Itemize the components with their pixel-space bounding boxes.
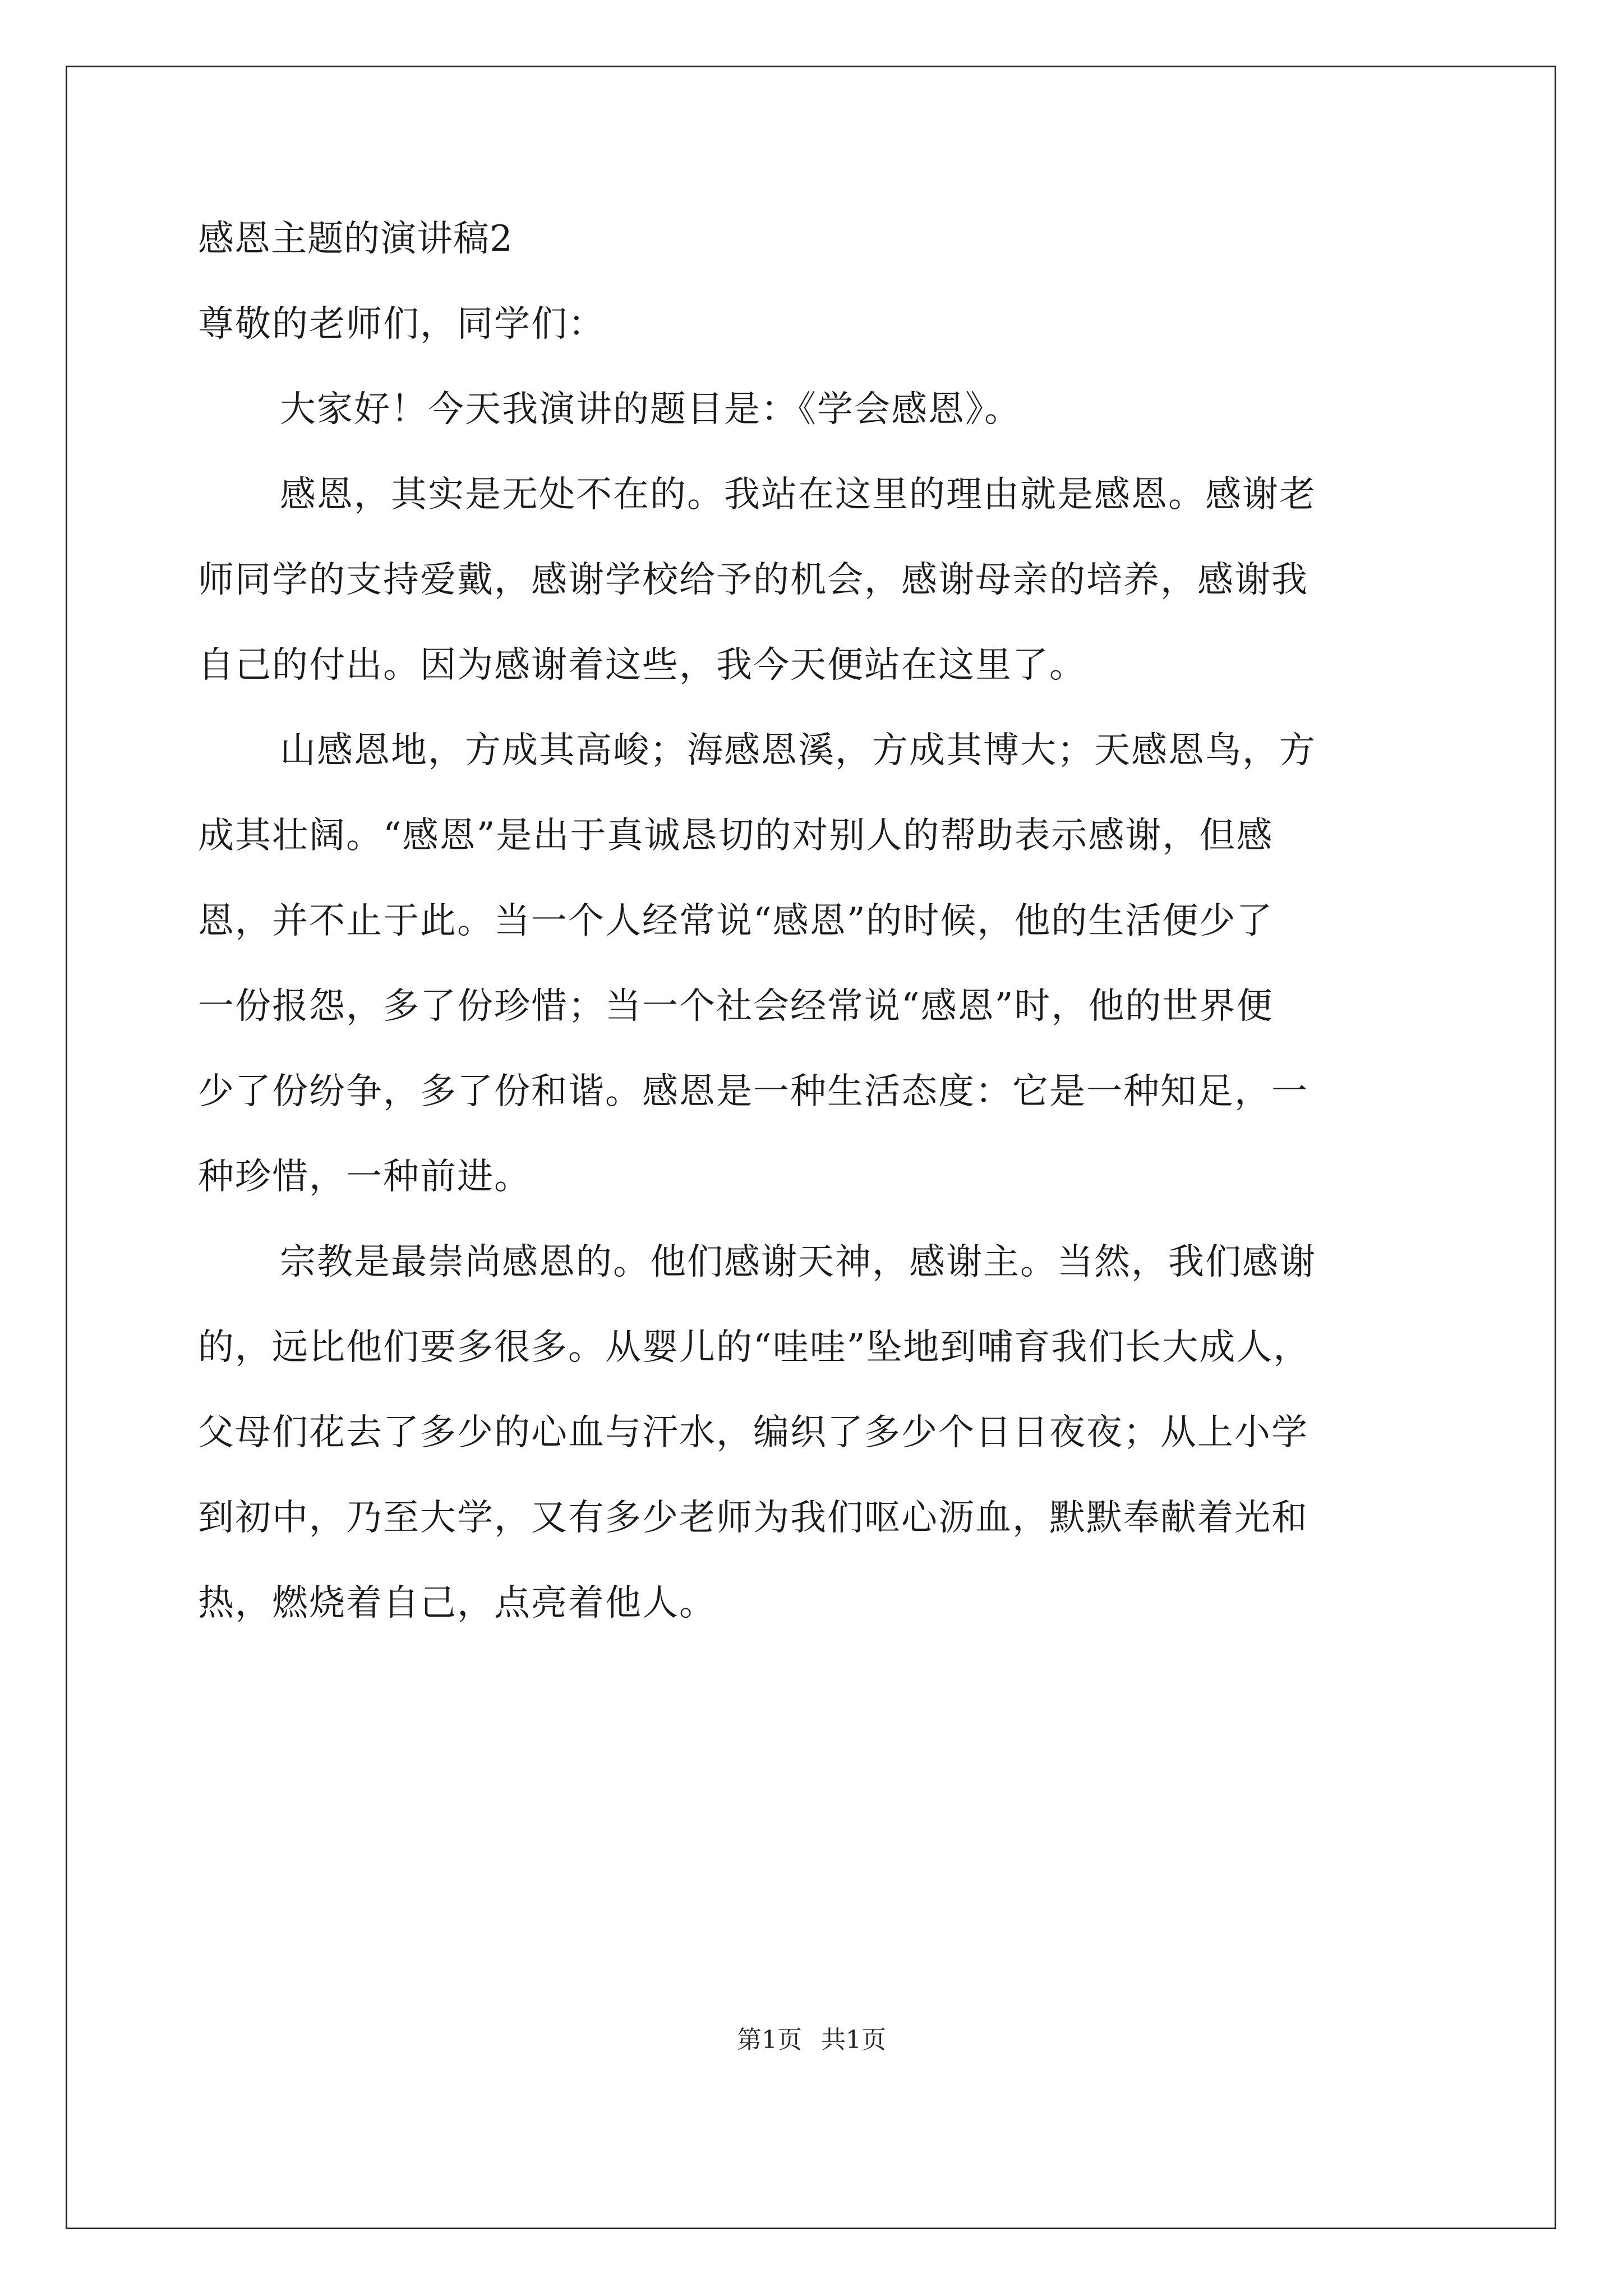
paragraph-line: 的，远比他们要多很多。从婴儿的“哇哇”坠地到哺育我们长大成人，	[198, 1327, 1311, 1368]
page-total: 共1页	[821, 2026, 886, 2054]
paragraph-line: 感恩，其实是无处不在的。我站在这里的理由就是感恩。感谢老	[280, 474, 1316, 516]
page-number: 第1页	[737, 2026, 802, 2054]
paragraph-line: 宗教是最崇尚感恩的。他们感谢天神，感谢主。当然，我们感谢	[280, 1241, 1316, 1283]
paragraph-3	[198, 708, 1432, 1220]
document-body	[198, 196, 1432, 1646]
document-title: 感恩主题的演讲稿2	[198, 218, 513, 260]
page-footer	[0, 2019, 1623, 2055]
paragraph-line: 少了份纷争，多了份和谐。感恩是一种生活态度：它是一种知足，一	[198, 1071, 1308, 1112]
paragraph-2	[198, 452, 1432, 708]
paragraph-line: 一份报怨，多了份珍惜；当一个社会经常说“感恩”时，他的世界便	[198, 986, 1274, 1027]
paragraph-line: 热，燃烧着自己，点亮着他人。	[198, 1582, 716, 1624]
greeting: 尊敬的老师们，同学们：	[198, 303, 605, 345]
paragraph-line: 自己的付出。因为感谢着这些，我今天便站在这里了。	[198, 645, 1086, 686]
paragraph-1	[198, 367, 1432, 452]
paragraph-line: 山感恩地，方成其高峻；海感恩溪，方成其博大；天感恩鸟，方	[280, 730, 1316, 771]
paragraph-line: 大家好！今天我演讲的题目是：《学会感恩》。	[280, 389, 1021, 430]
paragraph-line: 到初中，乃至大学，又有多少老师为我们呕心沥血，默默奉献着光和	[198, 1497, 1308, 1539]
paragraph-line: 父母们花去了多少的心血与汗水，编织了多少个日日夜夜；从上小学	[198, 1412, 1308, 1453]
paragraph-line: 成其壮阔。“感恩”是出于真诚恳切的对别人的帮助表示感谢，但感	[198, 815, 1274, 857]
paragraph-line: 恩，并不止于此。当一个人经常说“感恩”的时候，他的生活便少了	[198, 900, 1274, 942]
paragraph-line: 师同学的支持爱戴，感谢学校给予的机会，感谢母亲的培养，感谢我	[198, 559, 1308, 601]
paragraph-4	[198, 1220, 1432, 1646]
paragraph-line: 种珍惜，一种前进。	[198, 1156, 531, 1198]
